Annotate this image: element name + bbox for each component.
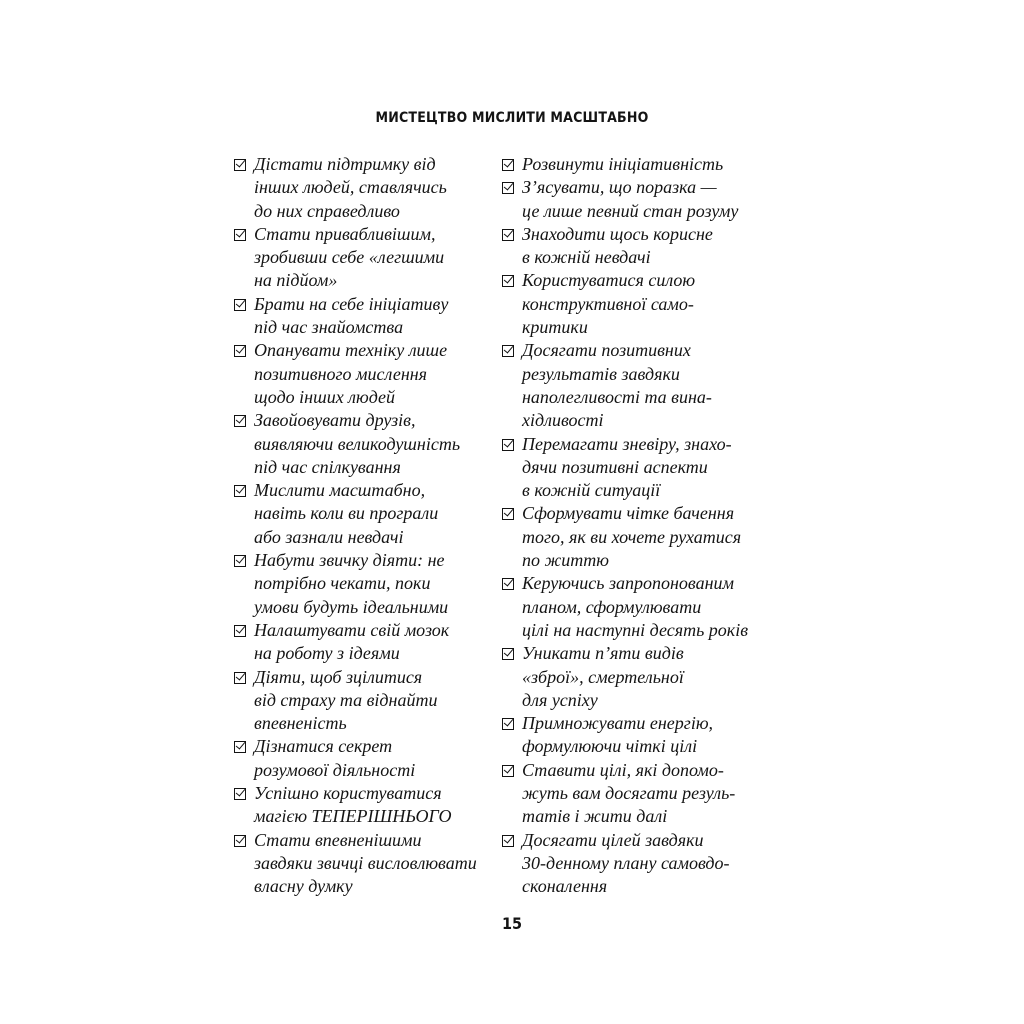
ballot-box-with-check-icon — [234, 788, 246, 800]
ballot-box-with-check-icon — [502, 578, 514, 590]
checklist-item — [234, 223, 496, 293]
ballot-box-with-check-icon — [502, 718, 514, 730]
checklist-item-text: Сформувати чітке бачення того, як ви хочете рухатися по життю — [522, 503, 742, 571]
checklist-item — [502, 176, 764, 223]
checklist-item-text: Дістати підтримку від інших людей, ставлячись до них справедливо — [254, 154, 447, 221]
ballot-box-with-check-icon — [502, 765, 514, 777]
checklist-item — [234, 666, 496, 736]
checklist-item-text: З’ясувати, що поразка — це лише певний стан розуму — [522, 177, 739, 221]
checklist-item — [234, 549, 496, 619]
ballot-box-with-check-icon — [234, 741, 246, 753]
checklist-item-text: Дізнатися секрет розумової діяльності — [254, 736, 416, 780]
checklist-item-text: Керуючись запропонованим планом, сформулювати цілі на наступні десять років — [522, 573, 749, 640]
checklist-item — [234, 735, 496, 782]
checklist-item — [234, 153, 496, 223]
ballot-box-with-check-icon — [502, 439, 514, 451]
checklist-item — [502, 829, 764, 899]
checklist-item — [234, 619, 496, 666]
ballot-box-with-check-icon — [502, 345, 514, 357]
checklist-item-text: Користуватися силою конструктивної само- критики — [522, 270, 696, 338]
checklist-item — [234, 782, 496, 829]
ballot-box-with-check-icon — [502, 229, 514, 241]
checklist-item-text: Знаходити щось корисне в кожній невдачі — [522, 223, 713, 268]
checklist-item — [234, 829, 496, 899]
ballot-box-with-check-icon — [502, 508, 514, 520]
checklist-item — [502, 572, 764, 642]
ballot-box-with-check-icon — [502, 159, 514, 171]
checklist-item — [502, 433, 764, 503]
checklist-item-text: Досягати цілей завдяки 30-денному плану самовдо- сконалення — [522, 829, 730, 897]
running-title: МИСТЕЦТВО МИСЛИТИ МАСШТАБНО — [375, 110, 649, 126]
checklist-item — [234, 479, 496, 549]
ballot-box-with-check-icon — [502, 275, 514, 287]
checklist-item-text: Завойовувати друзів, виявляючи великодушність під час спілкування — [254, 410, 461, 477]
checklist-item — [234, 409, 496, 479]
checklist-item-text: Брати на себе ініціативу під час знайомства — [254, 293, 449, 338]
checklist-item-text: Примножувати енергію, формулюючи чіткі цілі — [522, 713, 714, 757]
ballot-box-with-check-icon — [502, 835, 514, 847]
page-number: 15 — [501, 914, 523, 933]
checklist-item-text: Стати впевненішими завдяки звичці висловлювати власну думку — [254, 829, 477, 897]
ballot-box-with-check-icon — [502, 182, 514, 194]
checklist-item — [234, 339, 496, 409]
checklist-item — [502, 759, 764, 829]
checklist-item-text: Діяти, щоб зцілитися від страху та віднайти впевненість — [254, 666, 438, 734]
right-column-checklist — [502, 153, 764, 899]
ballot-box-with-check-icon — [234, 835, 246, 847]
checklist-item-text: Уникати п’яти видів «зброї», смертельної для успіху — [522, 643, 684, 710]
ballot-box-with-check-icon — [234, 159, 246, 171]
left-column-checklist — [234, 153, 496, 899]
checklist-item — [502, 712, 764, 759]
ballot-box-with-check-icon — [234, 345, 246, 357]
ballot-box-with-check-icon — [234, 555, 246, 567]
checklist-item — [502, 223, 764, 270]
checklist-item — [502, 153, 764, 176]
ballot-box-with-check-icon — [234, 625, 246, 637]
checklist-item — [502, 642, 764, 712]
checklist-item-text: Стати привабливішим, зробивши себе «легшими на підйом» — [254, 223, 445, 291]
ballot-box-with-check-icon — [234, 229, 246, 241]
ballot-box-with-check-icon — [234, 485, 246, 497]
checklist-item — [502, 339, 764, 432]
checklist-item-text: Мислити масштабно, навіть коли ви програли або зазнали невдачі — [254, 480, 439, 547]
checklist-item-text: Опанувати техніку лише позитивного мислення щодо інших людей — [254, 340, 448, 407]
checklist-item-text: Набути звичку діяти: не потрібно чекати, поки умови будуть ідеальними — [254, 550, 449, 617]
checklist-item — [234, 293, 496, 340]
ballot-box-with-check-icon — [234, 299, 246, 311]
checklist-item-text: Розвинути ініціативність — [522, 154, 724, 174]
checklist-item — [502, 502, 764, 572]
ballot-box-with-check-icon — [502, 648, 514, 660]
ballot-box-with-check-icon — [234, 672, 246, 684]
checklist-item-text: Ставити цілі, які допомо- жуть вам досягати резуль- татів і жити далі — [522, 759, 736, 827]
checklist-item-text: Досягати позитивних результатів завдяки наполегливості та вина- хідливості — [522, 340, 712, 431]
checklist-item-text: Перемагати зневіру, знахо- дячи позитивні аспекти в кожній ситуації — [522, 433, 732, 501]
checklist-item-text: Успішно користуватися магією ТЕПЕРІШНЬОГО — [254, 783, 452, 827]
checklist-item — [502, 269, 764, 339]
checklist-item-text: Налаштувати свій мозок на роботу з ідеями — [254, 619, 450, 664]
ballot-box-with-check-icon — [234, 415, 246, 427]
